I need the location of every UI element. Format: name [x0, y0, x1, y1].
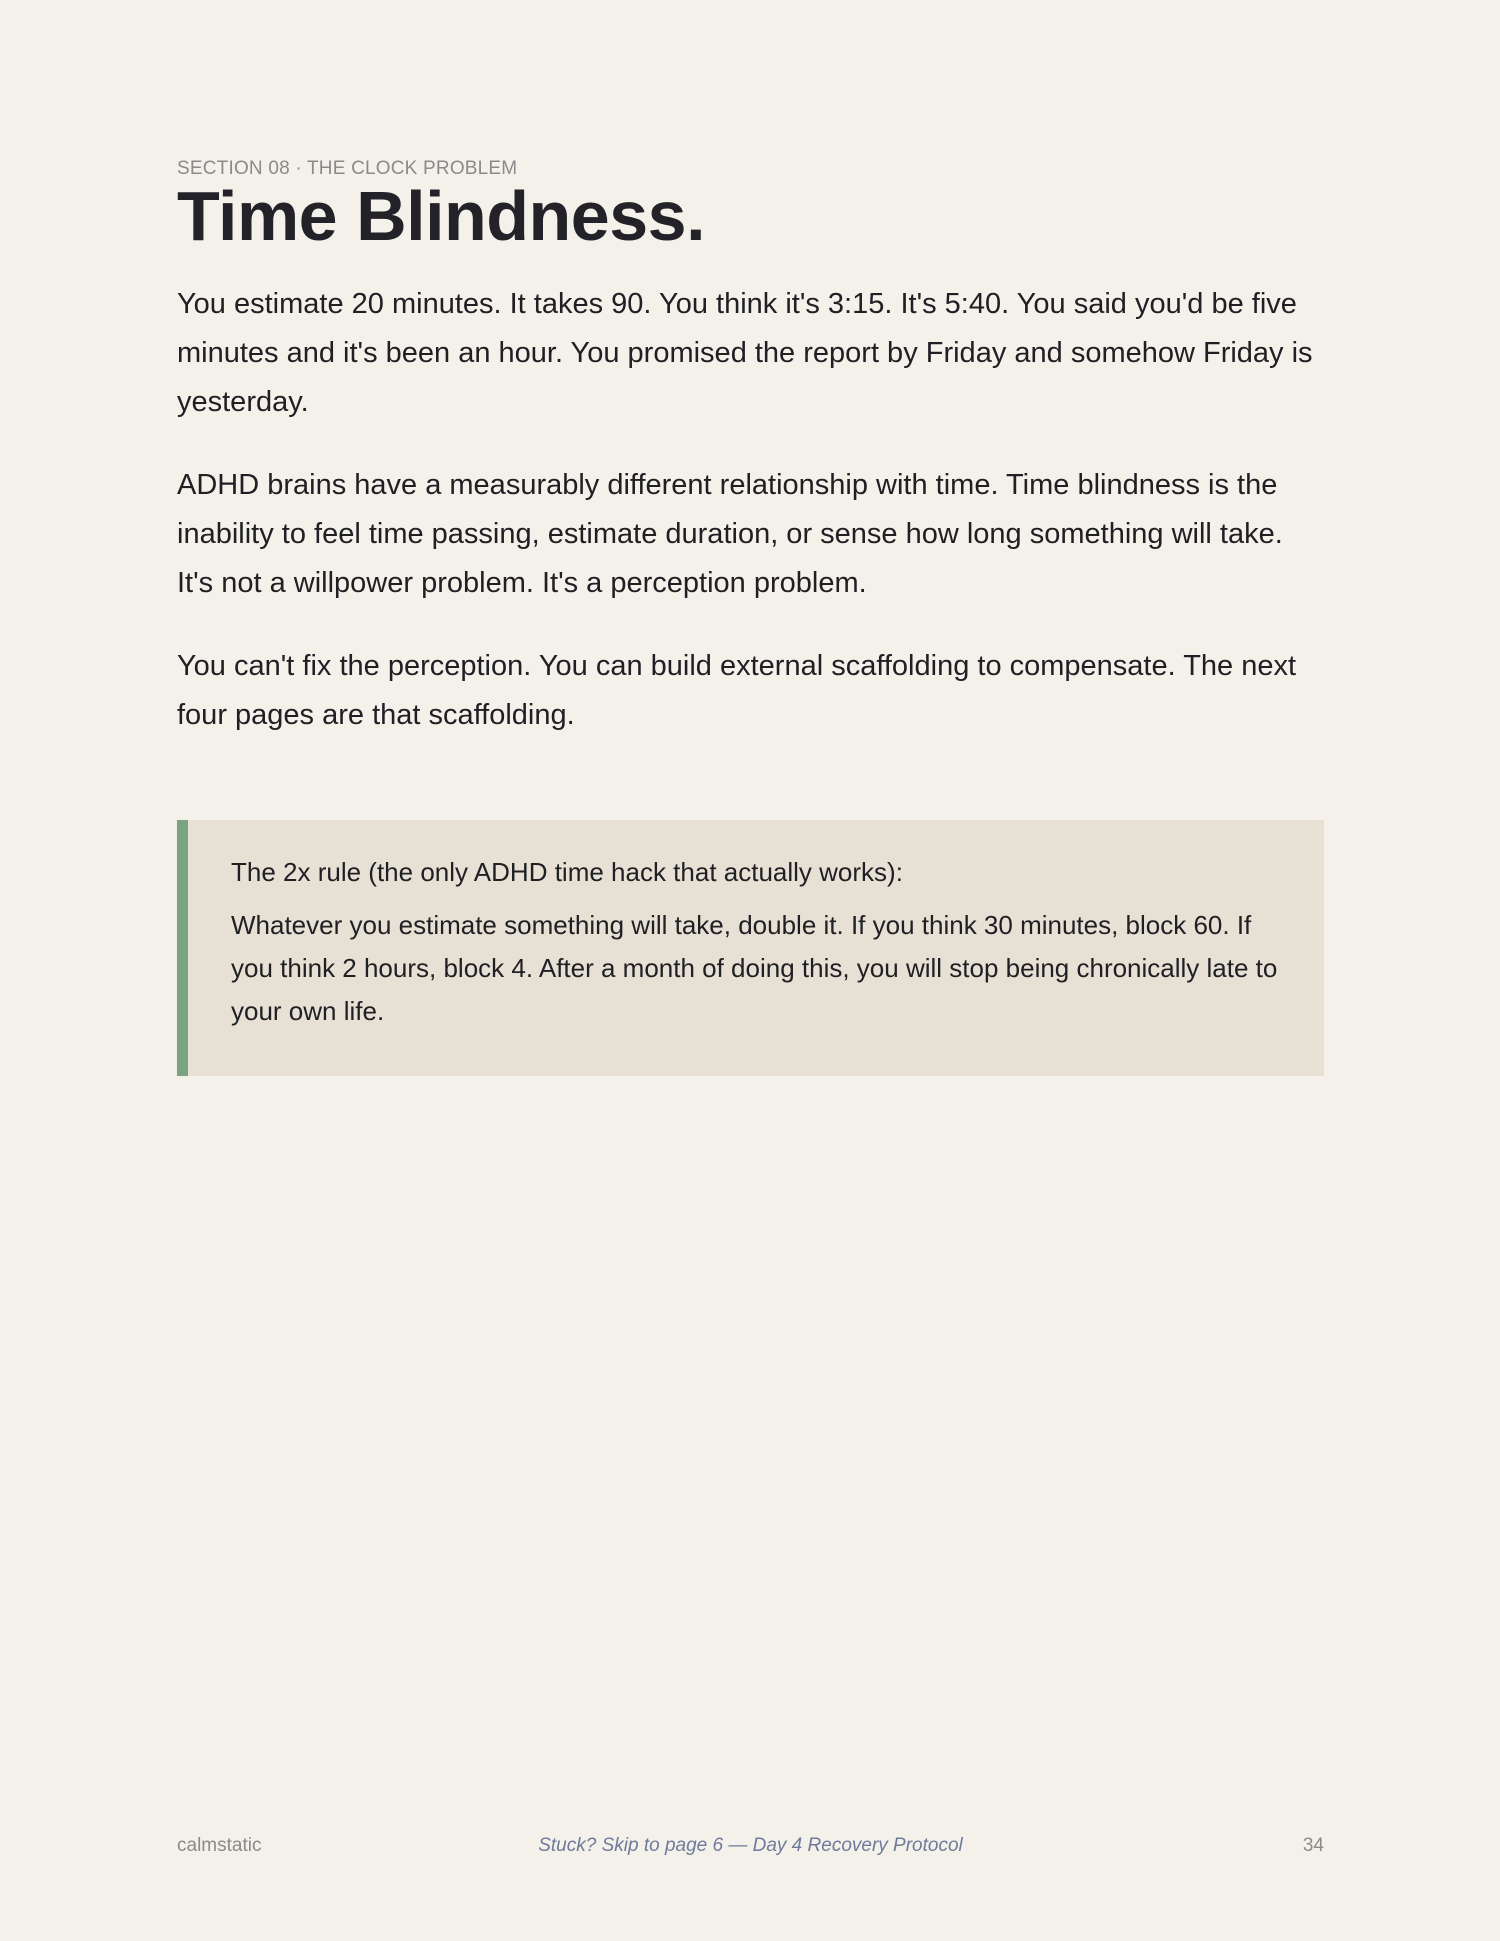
callout-body: Whatever you estimate something will take, double it. If you think 30 minutes, block 60. If you think 2 hours, block 4. After a month of doing this, you will stop being chronically late to your own life.: [231, 910, 1278, 1026]
body-paragraph: ADHD brains have a measurably different relationship with time. Time blindness is the inability to feel time passing, estimate duration, or sense how long something will take. It's not a willpower problem. It's a perception problem.: [177, 469, 1283, 599]
body-paragraph: You estimate 20 minutes. It takes 90. You think it's 3:15. It's 5:40. You said you'd be five minutes and it's been an hour. You promised the report by Friday and somehow Friday is yesterday.: [177, 288, 1313, 418]
body-paragraph: You can't fix the perception. You can build external scaffolding to compensate. The next four pages are that scaffolding.: [177, 650, 1297, 731]
page-number: 34: [1302, 1835, 1324, 1856]
footer-skip-link[interactable]: Stuck? Skip to page 6 — Day 4 Recovery Protocol: [538, 1835, 963, 1856]
body-text: [177, 280, 1324, 774]
footer-brand: calmstatic: [177, 1835, 262, 1856]
document-page: [177, 0, 1324, 1941]
section-eyebrow: SECTION 08 · THE CLOCK PROBLEM: [177, 158, 518, 179]
callout-box: [177, 820, 1324, 1076]
page-title: Time Blindness.: [177, 177, 706, 255]
callout-heading: The 2x rule (the only ADHD time hack that actually works):: [231, 857, 903, 887]
